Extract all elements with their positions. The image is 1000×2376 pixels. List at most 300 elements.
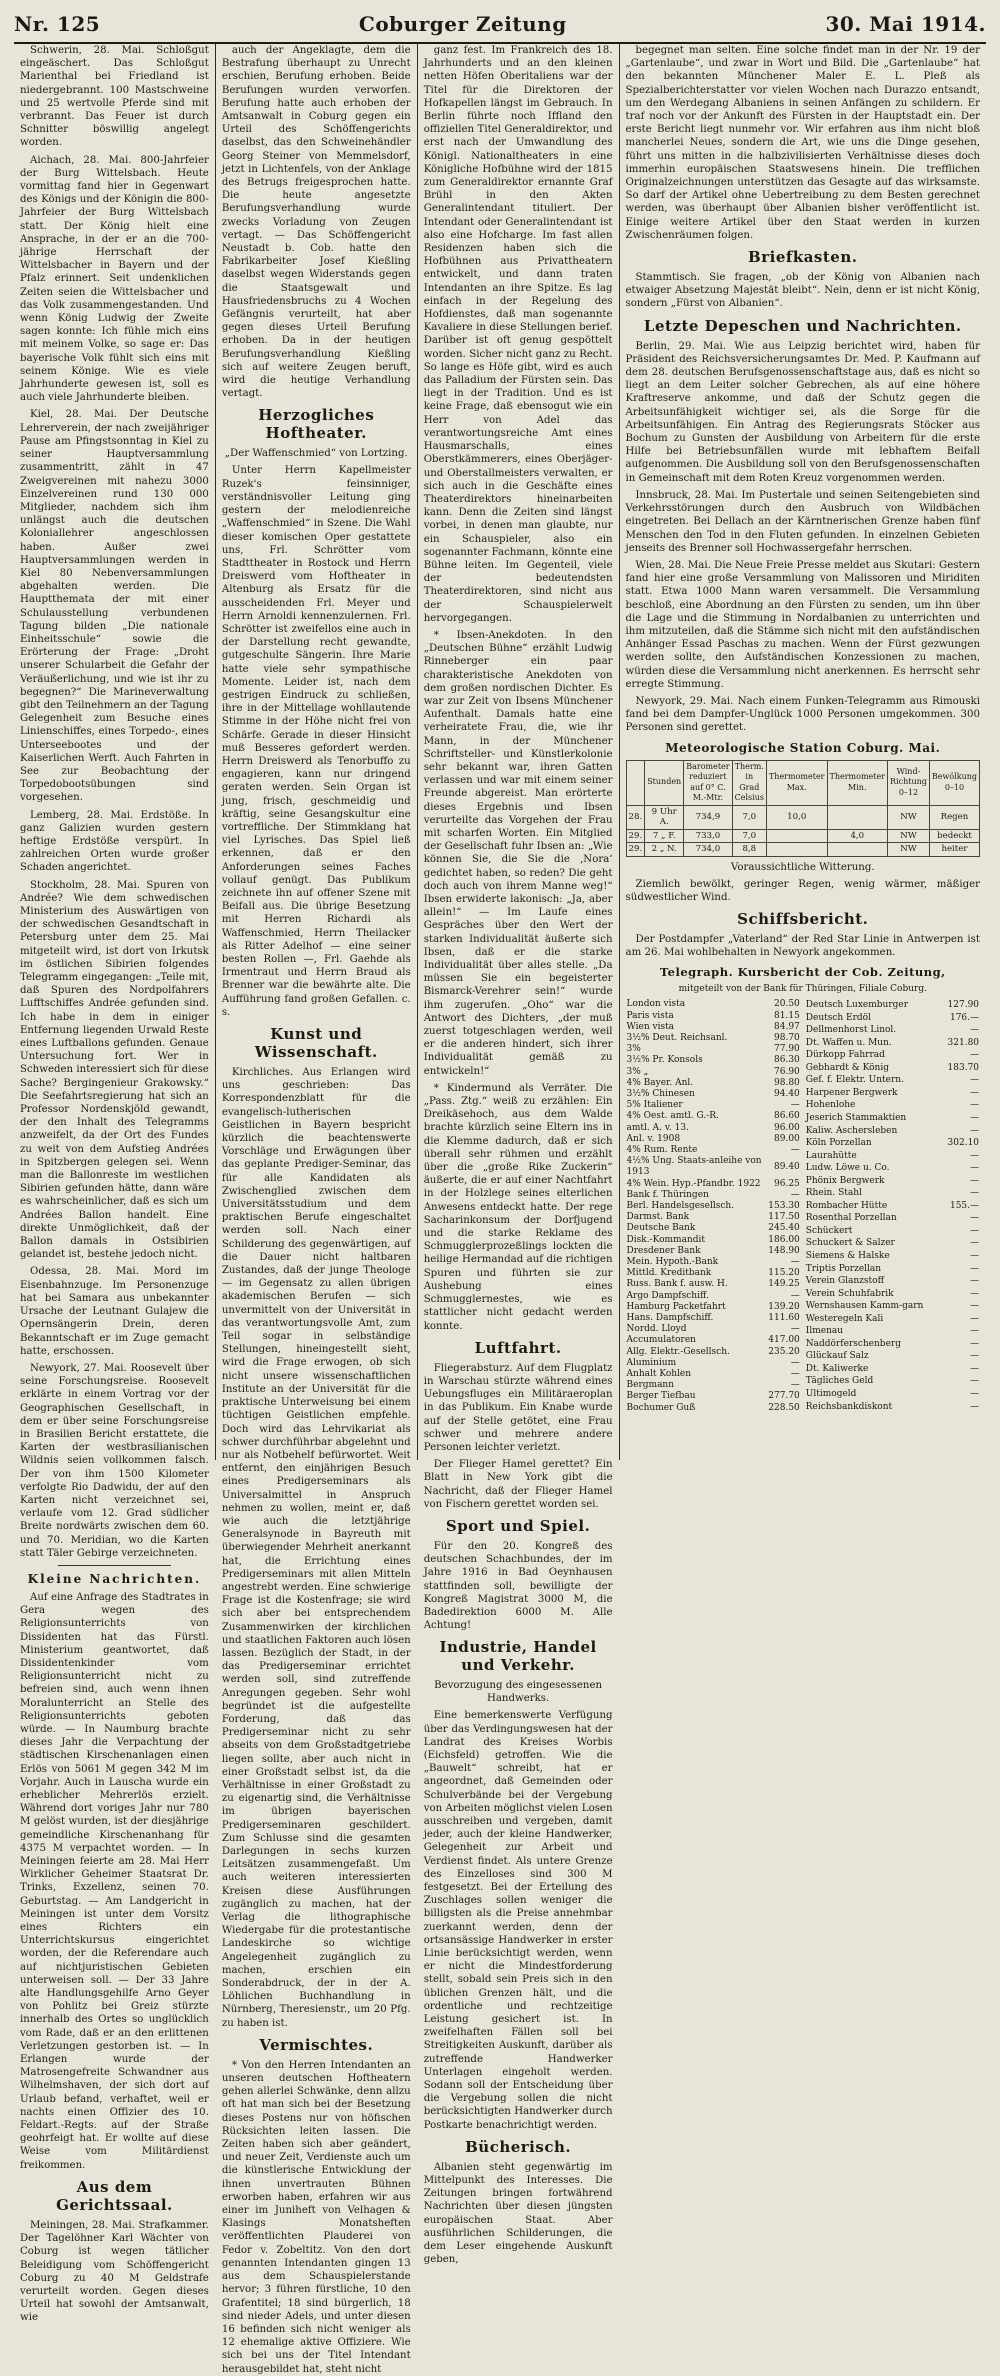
stock-row <box>626 1391 801 1402</box>
stock-row <box>805 1162 980 1175</box>
stock-name: 3½% Deut. Reichsanl. <box>626 1032 728 1043</box>
stock-price: 96.00 <box>774 1122 800 1133</box>
stock-name: Nordd. Lloyd <box>626 1324 687 1335</box>
stock-name: Rombacher Hütte <box>805 1200 888 1211</box>
stock-price: 153.30 <box>768 1201 800 1212</box>
stock-row <box>626 1123 801 1134</box>
section-heading: Letzte Depeschen und Nachrichten. <box>643 316 962 335</box>
masthead <box>14 12 986 38</box>
stock-price: 139.20 <box>768 1301 800 1312</box>
stock-row <box>805 1024 980 1037</box>
stock-price: 20.50 <box>774 999 800 1010</box>
stock-price: — <box>790 1257 800 1268</box>
weather-cell: 9 Uhr A. <box>645 805 684 829</box>
stock-price: — <box>970 1351 980 1362</box>
stock-table-right <box>805 999 980 1414</box>
newspaper-title: Coburger Zeitung <box>358 12 567 36</box>
stock-price: 183.70 <box>947 1062 980 1073</box>
issue-date: 30. Mai 1914. <box>825 12 986 36</box>
article-paragraph: Newyork, 27. Mai. Roosevelt über seine Forschungsreise. Roosevelt erklärte in einem Vortrag vor der Geographischen Gesellschaft, in dem er über seine Forschungsreise in Brasilien Bericht erstattete, die Karten der westbrasilianischen Wildnis seien vollkommen falsch. Der von ihm 1500 Kilometer verfolgte Rio Dadwidu, der auf den Karten nicht verzeichnet sei, verlaufe vom 12. Grad südlicher Breite nordwärts zwischen dem 60. und 70. Meridian, wo die Karten statt Täler Gebirge verzeichneten. <box>20 1362 209 1559</box>
stock-name: Accumulatoren <box>626 1335 696 1346</box>
stock-price: 149.25 <box>768 1279 800 1290</box>
section-subheading: „Der Waffenschmied“ von Lortzing. <box>224 448 408 460</box>
stock-row <box>626 1179 801 1190</box>
weather-header-cell: Stunden <box>645 760 684 805</box>
stock-name: Dresdener Bank <box>626 1245 701 1256</box>
stock-name: Gef. f. Elektr. Untern. <box>805 1075 904 1086</box>
stock-price: 84.97 <box>774 1021 800 1032</box>
stock-price: — <box>790 1324 800 1335</box>
stock-name: Glückauf Salz <box>805 1351 869 1362</box>
col2-articles-2 <box>222 1066 411 2030</box>
weather-header-row <box>626 760 979 805</box>
stock-name: amtl. A. v. 13. <box>626 1122 689 1133</box>
col4-articles <box>626 44 980 242</box>
stock-name: 3½% Pr. Konsols <box>626 1055 703 1066</box>
stock-row <box>805 1075 980 1088</box>
stock-name: Mein. Hypoth.-Bank <box>626 1257 719 1268</box>
stock-name: Laurahütte <box>805 1150 857 1161</box>
stock-price: — <box>970 1388 980 1399</box>
stock-name: Anhalt Kohlen <box>626 1369 692 1380</box>
section-heading: Sport und Spiel. <box>445 1516 591 1535</box>
section-heading: Kleine Nachrichten. <box>27 1571 202 1586</box>
stock-row <box>805 1288 980 1301</box>
col4-articles-2 <box>626 340 980 735</box>
stock-price: — <box>790 1145 800 1155</box>
stock-row <box>805 1300 980 1313</box>
issue-number: Nr. 125 <box>14 12 101 36</box>
section-heading: Aus dem Gerichtssaal. <box>56 2177 173 2214</box>
stock-name: Gebhardt & König <box>805 1062 889 1073</box>
stock-price: 186.00 <box>768 1234 800 1245</box>
article-paragraph: auch der Angeklagte, dem die Bestrafung überhaupt zu Unrecht erschien, Berufung erhoben. Beide Berufungen wurden verworfen. Berufung hatte auch erhoben der Amtsanwalt in Coburg gegen ein Urteil des Schöffengerichts daselbst, das den Schweinehändler Georg Steiner von Memmelsdorf, jetzt in Lichtenfels, von der Anklage des Betrugs freigesprochen hatte. Die heute angesetzte Berufungsverhandlung wurde zwecks Vorladung von Zeugen vertagt. — Das Schöffengericht Neustadt b. Cob. hatte den Fabrikarbeiter Josef Kießling daselbst wegen Widerstands gegen die Staatsgewalt und Hausfriedensbruchs zu 4 Wochen Gefängnis verurteilt, hat aber gegen dieses Urteil Berufung erhoben. Da in der heutigen Berufungsverhandlung Kießling sich auf weitere Zeugen beruft, wird die heutige Verhandlung vertagt. <box>221 45 411 400</box>
column-1 <box>14 44 216 2324</box>
stock-name: Schuckert & Salzer <box>805 1238 895 1249</box>
stock-row <box>805 1313 980 1326</box>
weather-cell: 2 „ N. <box>645 843 684 857</box>
stock-row <box>805 1213 980 1226</box>
article-paragraph: Stammtisch. Sie fragen, „ob der König von Albanien nach etwaiger Absetzung Majestät bleibt“. Nein, denn er ist nicht König, sondern „Fürst von Albanien“. <box>625 272 981 310</box>
section-heading: Briefkasten. <box>748 248 858 267</box>
stock-row <box>805 1125 980 1138</box>
article-paragraph: ganz fest. Im Frankreich des 18. Jahrhunderts und an den kleinen netten Höfen Oberitaliens war der Titel für die Direktoren der Hofkapellen längst im Gebrauch. In Berlin führte noch Iffland den offiziellen Titel Generaldirektor, und erst nach der Umwandlung des Königl. Nationaltheaters in eine Königliche Hofbühne wird der 1815 zum Generaldirektor ernannte Graf Brühl in den Akten Generalintendant tituliert. Der Intendant oder Generalintendant ist also eine Hofcharge. Im fast allen Residenzen haben sich die Hofbühnen aus Privattheatern entwickelt, und dann traten Intendanten an ihre Spitze. Es lag einfach in der Regelung des Hofdienstes, daß man sogenannte Kavaliere in diese Stellungen berief. Darüber ist oft genug gespöttelt worden. Sicher nicht ganz zu Recht. So lange es Höfe gibt, wird es auch das Palladium der Fürsten sein. Das liegt in der Tradition. Und es ist keine Frage, daß ebensogut wie ein Herr von Adel das verantwortungsreiche Amt eines Hausmarschalls, eines Oberstkämmerers, eines Oberjäger- und Oberstallmeisters verwalten, er sich auch in die Geschäfte eines Theaterdirektors hineinarbeiten kann. Denn die Zeiten sind längst vorbei, in denen man glaubte, nur ein Schauspieler, also ein sogenannter Fachmann, könnte eine Bühne leiten. Im Gegenteil, viele der bedeutendsten Theaterdirektoren, sind nicht aus der Schauspielerwelt hervorgegangen. <box>423 45 613 624</box>
stock-row <box>626 1022 801 1033</box>
stock-row <box>626 1246 801 1257</box>
stock-name: Argo Dampfschiff. <box>626 1290 709 1301</box>
stock-row <box>805 999 980 1012</box>
stock-row <box>626 1257 801 1268</box>
stock-name: 4% Wein. Hyp.-Pfandbr. 1922 <box>626 1178 761 1189</box>
stock-row <box>805 1250 980 1263</box>
section-heading: Schiffsbericht. <box>737 909 869 928</box>
stock-row <box>805 1200 980 1213</box>
stock-price: — <box>790 1290 800 1301</box>
stock-price: — <box>970 1150 980 1161</box>
stock-price: 235.20 <box>768 1346 800 1357</box>
stock-row <box>626 1100 801 1111</box>
stock-price: 111.60 <box>768 1313 800 1324</box>
article-paragraph: * Kindermund als Verräter. Die „Pass. Ztg.“ weiß zu erzählen: Ein Dreikäsehoch, aus dem Walde brachte kürzlich seine Eltern ins in die Klemme dadurch, daß er sich überall sehr rühmen und erzählt über die „große Rike Zuckerin“ äußerte, die er auf einer Nachtfahrt in der Holzlege seines elterlichen Anwesens entdeckt hatte. Der rege Sacharinkonsum der Dorfjugend und die starke Reklame des Schmugglerprozeßlings lockten die heilige Hermandad auf die richtigen Spuren und führten sie zur Aushebung eines Schmugglernestes, wie es stattlicher nicht gedacht werden konnte. <box>423 1082 613 1332</box>
stock-name: Bergmann <box>626 1380 675 1391</box>
stock-name: Anl. v. 1908 <box>626 1133 681 1144</box>
weather-cell <box>766 829 827 843</box>
column-4 <box>620 44 986 1460</box>
stock-row <box>805 1112 980 1125</box>
stock-price: — <box>970 1188 980 1199</box>
col2-articles <box>222 44 411 400</box>
stock-price: 321.80 <box>947 1037 980 1048</box>
article-paragraph: Odessa, 28. Mai. Mord im Eisenbahnzuge. Im Personenzuge hat bei Samara aus unbekannter Ursache der Leutnant Gulajew die Opernsängerin Drein, deren Bekanntschaft er im Zuge gemacht hatte, erschossen. <box>20 1266 209 1357</box>
weather-header-cell <box>626 760 645 805</box>
stock-price: 228.50 <box>768 1402 800 1413</box>
stock-name: Verein Schuhfabrik <box>805 1288 894 1299</box>
weather-header-cell: Barometer reduziert auf 0° C. M.-Mtr. <box>684 760 732 805</box>
weather-header-cell: Bewölkung 0–10 <box>929 760 979 805</box>
stock-quotes <box>626 999 980 1414</box>
stock-price: — <box>970 1301 980 1312</box>
article-paragraph: begegnet man selten. Eine solche findet man in der Nr. 19 der „Gartenlaube“, und zwar in Wort und Bild. Die „Gartenlaube“ hat den bekannten Münchener Maler E. L. Pleß als Spezialberichterstatter vor vielen Wochen nach Durazzo entsandt, um den Werdegang Albaniens in seinen Anfängen zu schildern. Er traf noch vor der Ankunft des Fürsten in der Hauptstadt ein. Der erste Bericht liegt nunmehr vor. Wir erfahren aus ihm nicht bloß mancherlei Neues, sondern die Art, wie uns die Dinge gesehen, führt uns mitten in die halbzivilisierten Verhältnisse dieses doch immerhin europäischen Staatswesens hinein. Die trefflichen Originalzeichnungen unterstützen das Gesagte auf das wirksamste. So darf der Artikel ohne Uebertreibung zu dem Besten gerechnet werden, was überhaupt über Albanien bisher veröffentlicht ist. Einige weitere Artikel über den Staat werden in kurzen Zwischenräumen folgen. <box>625 45 981 241</box>
col1-articles-3 <box>20 2219 209 2325</box>
stock-row <box>805 1263 980 1276</box>
stock-name: Hamburg Packetfahrt <box>626 1301 726 1312</box>
stock-price: — <box>790 1380 800 1391</box>
stock-price: 81.15 <box>774 1010 800 1021</box>
weather-cell: 7 „ F. <box>645 829 684 843</box>
col2-articles-3 <box>222 2059 411 2376</box>
stock-price: — <box>970 1326 980 1337</box>
stock-row <box>805 1100 980 1113</box>
stock-price: — <box>970 1276 980 1287</box>
stock-row <box>626 1212 801 1223</box>
weather-cell: 8,8 <box>732 843 766 857</box>
stock-row <box>626 1111 801 1122</box>
section-subheading: Bevorzugung des eingesessenen Handwerks. <box>434 1680 603 1705</box>
weather-header-cell: Thermometer Min. <box>827 760 888 805</box>
stock-price: 76.90 <box>774 1066 800 1077</box>
article-paragraph: Berlin, 29. Mai. Wie aus Leipzig berichtet wird, haben für Präsident des Reichsversicherungsamtes Dr. Med. P. Kaufmann auf dem 28. deutschen Berufsgenossenschaftstage aus, daß es nicht so liegt an dem Leiter solcher Gebrechen, als auf eine höhere Kraftreserve ankomme, und daß der Schutz gegen die Arbeitsunfähigkeit wichtiger sei, als die Sorge für die Arbeitsunfähigen. Ein Antrag des Regierungsrats Stöcker aus Bochum zu Gunsten der Ausbildung von Arbeitern für die erste Hilfe bei Betriebsunfällen wurde mit lebhaftem Beifall aufgenommen. Die Ausbildung soll von den Berufsgenossenschaften in Gemeinschaft mit dem Roten Kreuz vorgenommen werden. <box>625 340 981 484</box>
stock-name: Hohenlohe <box>805 1100 856 1111</box>
stock-name: Deutsch Erdöl <box>805 1012 871 1023</box>
stock-name: Deutsch Luxemburger <box>805 1000 909 1011</box>
stock-row <box>626 1011 801 1022</box>
weather-header-cell: Therm. in Grad Celsius <box>732 760 766 805</box>
section-subheading: mitgeteilt von der Bank für Thüringen, Filiale Coburg. <box>678 984 927 995</box>
stock-price: 417.00 <box>768 1335 800 1346</box>
stock-price: — <box>970 1125 980 1136</box>
stock-price: 86.60 <box>774 1111 800 1122</box>
article-paragraph: Kiel, 28. Mai. Der Deutsche Lehrerverein, der nach zweijähriger Pause am Pfingstsonntag in Kiel zu seiner Hauptversammlung zusammentritt, zählt in 47 Zweigvereinen mit nahezu 3000 Einzelvereinen rund 130 000 Mitglieder, nachdem sich ihm unlängst auch die deutschen Koloniallehrer angeschlossen haben. Außer zwei Hauptversammlungen werden in Kiel 80 Nebenversammlungen abgehalten werden. Die Hauptthemata der mit einer Schulausstellung verbundenen Tagung bilden „Die nationale Einheitsschule“ sowie die Erörterung der Frage: „Droht unserer Schularbeit die Gefahr der Veräußerlichung, und wie ist ihr zu begegnen?“ Die Marineverwaltung gibt den Teilnehmern an der Tagung Gelegenheit zum Besuche eines Linienschiffes, eines Torpedo-, eines Unterseebootes und der Kaiserlichen Werft. Auch Fahrten in See zur Beobachtung der Torpedobootsübungen sind vorgesehen. <box>20 409 209 804</box>
stock-name: Westeregeln Kali <box>805 1313 884 1324</box>
stock-name: Deutsche Bank <box>626 1223 696 1234</box>
stock-row <box>805 1037 980 1050</box>
col1-articles-2 <box>20 1591 209 2172</box>
article-paragraph: * Ibsen-Anekdoten. In den „Deutschen Bühne“ erzählt Ludwig Rinneberger ein paar charakteristische Anekdoten von dem großen nordischen Dichter. Es war zur Zeit von Ibsens Münchener Aufenthalt. Damals hatte eine verheiratete Frau, die, wie ihr Mann, in der Münchener Schriftsteller- und Künstlerkolonie sehr bekannt war, ihren Gatten verlassen und war mit einem seiner Freunde abgereist. Man erörterte dieses Ergebnis und Ibsen verurteilte das Vorgehen der Frau mit scharfen Worten. Ein Mitglied der Gesellschaft fuhr Ibsen an: „Wie können Sie, die Sie die ‚Nora‘ gedichtet haben, so reden? Die geht doch auch von ihrem Manne weg!“ Ibsen erwiderte lakonisch: „Ja, aber allein!“ — Im Laufe eines Gespräches über den Wert der starken Individualität äußerte sich Ibsen, daß er die starke Individualität über alles stelle. „Da müssen Sie ein begeisterter Bismarck-Verehrer sein!“ wurde ihm zugerufen. „Oho“ war die Antwort des Dichters, „der muß zuerst totgeschlagen werden, weil er die anderen hindert, sich ihrer Individualität gemäß zu entwickeln!“ <box>423 629 613 1077</box>
stock-table-left <box>626 999 801 1414</box>
stock-name: Dt. Waffen u. Mun. <box>805 1037 892 1048</box>
stock-name: Aluminium <box>626 1357 677 1368</box>
weather-cell <box>827 805 888 829</box>
stock-name: 3½% Chinesen <box>626 1088 695 1099</box>
stock-price: — <box>970 1225 980 1236</box>
stock-price: — <box>970 1338 980 1349</box>
stock-name: 4½% Ung. Staats-anleihe von 1913 <box>626 1156 762 1178</box>
stock-name: Dt. Kaliwerke <box>805 1363 869 1374</box>
stock-price: — <box>970 1238 980 1249</box>
stock-price: — <box>970 1376 980 1387</box>
stock-name: Bochumer Guß <box>626 1402 696 1413</box>
stock-row <box>626 999 801 1010</box>
stock-price: — <box>970 1363 980 1374</box>
stock-row <box>626 1134 801 1145</box>
stock-price: 117.50 <box>768 1212 800 1223</box>
weather-row <box>626 829 979 843</box>
stock-row <box>805 1188 980 1201</box>
stock-price: 96.25 <box>774 1178 800 1189</box>
columns <box>14 44 986 2375</box>
stock-row <box>626 1291 801 1302</box>
separator <box>58 1565 171 1566</box>
stock-price: — <box>790 1100 800 1111</box>
article-paragraph: Der Flieger Hamel gerettet? Ein Blatt in New York gibt die Nachricht, daß der Flieger Hamel von Fischern gerettet worden sei. <box>423 1459 613 1510</box>
stock-row <box>805 1050 980 1063</box>
stock-row <box>805 1376 980 1389</box>
article-paragraph: Kirchliches. Aus Erlangen wird uns geschrieben: Das Korrespondenzblatt für die evangelisch-lutherischen Geistlichen in Bayern bespricht kürzlich die beachtenswerte Vorschläge und Erwägungen über das geplante Prediger-Seminar, das für alle Kandidaten als Zwischenglied zwischen dem Universitätsstudium und dem praktischen Berufe eingeschaltet werden soll. Nach einer Schilderung des gegenwärtigen, auf die Dauer nicht haltbaren Zustandes, daß der junge Theologe — im Gegensatz zu allen übrigen akademischen Berufen — sich unvermittelt von der Universität in das verantwortungsvolle Amt, zum Teil sogar in selbständige Stellungen, hineingestellt sieht, wird die Frage erwogen, ob sich nicht unsere wissenschaftlichen Institute an der Universität für die praktische Unterweisung bei einem tüchtigen Geistlichen empfehle. Doch wird das Lehrvikariat als schwer durchführbar abgelehnt und nur als Notbehelf befürwortet. Weit entfernt, den einjährigen Besuch eines Predigerseminars als Universalmittel in Anspruch nehmen zu wollen, meint er, daß wie auch die letztjährige Generalsynode in Bayreuth mit überwiegender Mehrheit anerkannt hat, die Errichtung eines Predigerseminars mit allen Mitteln angestrebt werden. Eine schwierige Frage ist die Kostenfrage; sie wird sich aber bei entsprechendem Zusammenwirken der kirchlichen und staatlichen Faktoren auch lösen lassen. Bezüglich der Stadt, in der das Predigerseminar errichtet werden soll, sind zutreffende Anregungen gegeben. Sehr wohl begründet ist die aufgestellte Forderung, daß das Predigerseminar nicht zu sehr abseits von dem Großstadtgetriebe liegen sollte, aber auch nicht in einer Großstadt selbst ist, da die Verhältnisse in einer Großstadt zu zu eigenartig sind, die Verhältnisse im übrigen bayerischen Predigerseminaren geschildert. Zum Schlusse sind die gesamten Darlegungen in sechs kurzen Leitsätzen zusammengefaßt. Um auch weiteren interessierten Kreisen diese Ausführungen zugänglich zu machen, hat der Verlag die lithographische Wiedergabe für die protestantische Landeskirche so wichtige Angelegenheit zugänglich zu machen, erschien ein Sonderabdruck, der in der A. Löhlichen Buchhandlung in Nürnberg, Theresienstr., um 20 Pfg. zu haben ist. <box>221 1067 411 2029</box>
stock-price: — <box>970 1401 980 1412</box>
article-paragraph: Ziemlich bewölkt, geringer Regen, wenig wärmer, mäßiger südwestlicher Wind. <box>625 878 981 903</box>
stock-row <box>626 1044 801 1055</box>
weather-body <box>626 805 979 856</box>
stock-row <box>805 1363 980 1376</box>
stock-name: Berger Tiefbau <box>626 1391 696 1402</box>
section-heading: Herzogliches Hoftheater. <box>258 406 375 443</box>
weather-cell: 29. <box>626 843 645 857</box>
stock-row <box>626 1145 801 1156</box>
article-paragraph: * Von den Herren Intendanten an unseren deutschen Hoftheatern gehen allerlei Schwänke, denn allzu oft hat man sich bei der Besetzung dieses Postens nur von höfischen Rücksichten leiten lassen. Die Zeiten haben sich aber geändert, und neuer Zeit, Verdienste auch um die künstlerische Entwicklung der ihnen unvertrauten Bühnen erworben haben, erfahren wir aus einer im Juniheft von Velhagen & Klasings Monatsheften veröffentlichten Plauderei von Fedor v. Zobeltitz. Von den dort genannten Intendanten gingen 13 aus dem Schauspielerstande hervor; 3 führen fürstliche, 10 den Grafentitel; 18 sind bürgerlich, 18 sind nieder Adels, und unter diesen 16 befinden sich nicht weniger als 12 ehemalige aktive Offiziere. Wie sich bei uns der Titel Intendant herausgebildet hat, steht nicht <box>221 2059 411 2375</box>
weather-header-cell: Thermometer Max. <box>766 760 827 805</box>
stock-price: — <box>970 1050 980 1061</box>
stock-name: Jeserich Stammaktien <box>805 1112 907 1123</box>
stock-row <box>805 1012 980 1025</box>
stock-name: Dürkopp Fahrrad <box>805 1050 885 1061</box>
section-heading: Bücherisch. <box>465 2137 572 2156</box>
forecast-heading: Voraussichtliche Witterung. <box>730 861 875 873</box>
stock-name: Wien vista <box>626 1021 675 1032</box>
weather-table <box>626 760 980 857</box>
weather-cell: Regen <box>929 805 979 829</box>
stock-row <box>626 1201 801 1212</box>
stock-name: 4% Bayer. Anl. <box>626 1077 694 1088</box>
stock-name: Russ. Bank f. ausw. H. <box>626 1279 728 1290</box>
article-paragraph: Fliegerabsturz. Auf dem Flugplatz in Warschau stürzte während eines Uebungsfluges ein Militäraeroplan in das Publikum. Ein Knabe wurde auf der Stelle getötet, eine Frau schwer und mehrere andere Personen leichter verletzt. <box>423 1362 613 1453</box>
weather-cell: 7,0 <box>732 805 766 829</box>
article-paragraph: Lemberg, 28. Mai. Erdstöße. In ganz Galizien wurden gestern heftige Erdstöße verspürt. In zahlreichen Orten wurde großer Schaden angerichtet. <box>20 809 209 874</box>
forecast-text <box>626 878 980 904</box>
stock-price: 115.20 <box>768 1268 800 1279</box>
col3-articles <box>424 44 613 1333</box>
weather-cell: 7,0 <box>732 829 766 843</box>
stock-row <box>626 1190 801 1201</box>
stock-row <box>626 1302 801 1313</box>
stock-row <box>626 1369 801 1380</box>
stock-row <box>626 1055 801 1066</box>
stock-name: Berl. Handelsgesellsch. <box>626 1201 735 1212</box>
section-heading: Meteorologische Station Coburg. Mai. <box>665 740 941 755</box>
stock-price: — <box>790 1357 800 1368</box>
stock-name: 5% Italiener <box>626 1100 683 1111</box>
stock-row <box>805 1388 980 1401</box>
stock-price: — <box>970 1175 980 1186</box>
stock-price: — <box>970 1075 980 1086</box>
stock-row <box>626 1235 801 1246</box>
stock-price: — <box>790 1189 800 1200</box>
stock-row <box>805 1087 980 1100</box>
article-paragraph: Auf eine Anfrage des Stadtrates in Gera wegen des Religionsunterrichts von Dissidenten hat das Fürstl. Ministerium geantwortet, daß Dissidentenkinder vom Religionsunterricht nicht zu befreien sind, auch wenn ihnen Moralunterricht an Stelle des Religionsunterrichts geboten würde. — In Naumburg brachte dieses Jahr die Verpachtung der städtischen Kirschenanlagen einen Erlös von 5061 M gegen 342 M im Vorjahr. Auch in Lauscha wurde ein erheblicher Mehrerlös erzielt. Während dort voriges Jahr nur 780 M gelöst wurden, ist der diesjährige gemeindliche Kirschenanhang für 4375 M verpachtet worden. — In Meiningen feierte am 28. Mai Herr Wirklicher Geheimer Staatsrat Dr. Trinks, Exzellenz, seinen 70. Geburtstag. — Am Landgericht in Meiningen ist unter dem Vorsitz eines Richters ein Unterrichtskursus eingerichtet worden, der die Referendare auch auf nichtjuristischen Gebieten unterweisen soll. — Der 33 Jahre alte Handlungsgehilfe Arno Geyer von Pohlitz bei Greiz stürzte innerhalb des Ortes so unglücklich vom Rade, daß er an den erlittenen Verletzungen gestorben ist. — In Erlangen wurde der Matrosengefreite Schwandner aus Wilhelmshaven, der sich dort auf Urlaub befand, verhaftet, weil er nachts einen Offizier des 10. Feldart.-Regts. auf der Straße geohrfeigt hat. Er wollte auf diese Weise vom Militärdienst freikommen. <box>20 1591 209 2171</box>
col3-articles-2 <box>424 1362 613 1511</box>
stock-name: Reichsbankdiskont <box>805 1401 893 1412</box>
stock-price: — <box>970 1087 980 1098</box>
stock-row <box>805 1175 980 1188</box>
stock-price: — <box>970 1313 980 1324</box>
stock-row <box>805 1338 980 1351</box>
stock-row <box>805 1275 980 1288</box>
col3-articles-4 <box>424 1709 613 2132</box>
weather-cell: NW <box>888 805 930 829</box>
stock-row <box>805 1351 980 1364</box>
weather-cell: bedeckt <box>929 829 979 843</box>
stock-row <box>626 1403 801 1414</box>
stock-price: 94.40 <box>774 1088 800 1099</box>
col1-articles <box>20 44 209 1560</box>
weather-cell: 733,0 <box>684 829 732 843</box>
article-paragraph: Unter Herrn Kapellmeister Ruzek's feinsinniger, verständnisvoller Leitung ging gestern der melodienreiche „Waffenschmied“ in Szene. Die Wahl dieser komischen Oper gestattete uns, Frl. Schrötter vom Stadttheater in Rostock und Herrn Dreiswerd vom Hoftheater in Altenburg als Ersatz für die ausscheidenden Frl. Meyer und Herrn Arnoldi kennenzulernen. Frl. Schrötter ist zweifellos eine auch in der Darstellung recht gewandte, gutgeschulte Sängerin. Ihre Marie hatte viele sehr sympathische Momente. Leider ist, nach dem gestrigen Eindruck zu schließen, ihre in der Mittellage wohllautende Stimme in der Höhe nicht frei von Schärfe. Gerade in dieser Hinsicht muß Besseres gefordert werden. Herrn Dreiswerd als Tenorbuffo zu engagieren, kann nur dringend geraten werden. Sein Organ ist jung, frisch, geschmeidig und kräftig, seine Gesangskultur eine vortreffliche. Der Stimmklang hat viel Lyrisches. Das Spiel ließ erkennen, daß er den Anforderungen seines Faches vollauf genügt. Das Publikum zeichnete ihn auf offener Szene mit Beifall aus. Die übrige Besetzung mit Herren Richardi als Waffenschmied, Herrn Theilacker als Ritter Adelhof — eine seiner besten Rollen —, Frl. Gaehde als Irmentraut und Herrn Braud als Brenner war die bewährte alte. Die Aufführung fand großen Gefallen. c. s. <box>221 465 411 1018</box>
stock-name: Ludw. Löwe u. Co. <box>805 1163 890 1174</box>
stock-name: Ultimogeld <box>805 1388 857 1399</box>
stock-name: Rosenthal Porzellan <box>805 1213 897 1224</box>
weather-row <box>626 843 979 857</box>
stock-name: Wernshausen Kamm-garn <box>805 1301 924 1312</box>
stock-name: Naddörferschenberg <box>805 1338 901 1349</box>
stock-price: 89.40 <box>774 1161 800 1172</box>
article-paragraph: Wien, 28. Mai. Die Neue Freie Presse meldet aus Skutari: Gestern fand hier eine große Versammlung von Malissoren und Miriditen statt. Etwa 1000 Mann waren versammelt. Die Versammlung beschloß, eine Abordnung an den Fürsten zu senden, um ihn über die Lage und die Stimmung in Nordalbanien zu unterrichten und ihm mitzuteilen, daß die Stämme sich nicht mit den aufständischen Anhänger Essad Paschas zu machen. Wenn der Fürst gezwungen werden sollte, den Aufständischen Konzessionen zu machen, würden diese die Versammlung nicht anerkennen. Es herrscht sehr erregte Stimmung. <box>625 559 981 690</box>
stock-price: 176.— <box>949 1012 980 1023</box>
col4-articles-4 <box>626 933 980 959</box>
weather-row <box>626 805 979 829</box>
stock-name: 3% „ <box>626 1066 649 1077</box>
stock-price: — <box>970 1213 980 1224</box>
article-paragraph: Eine bemerkenswerte Verfügung über das Verdingungswesen hat der Landrat des Kreises Worbis (Eichsfeld) getroffen. Wie die „Bauwelt“ schreibt, hat er angeordnet, daß Gemeinden oder Schulverbände bei der Vergebung von Arbeiten möglichst vielen Losen ausschreiben und vergeben, damit jeder, auch der kleine Handwerker, Gelegenheit zur Arbeit und Verdienst findet. Als untere Grenze des Einzelloses sind 300 M festgesetzt. Bei der Erteilung des Zuschlages sollen weniger die billigsten als die Preise annehmbar zuerkannt werden, denn der ortsansässige Handwerker in erster Linie berücksichtigt werden, wenn er nicht die Mindestforderung stellt, sobald sein Preis sich in den üblichen Grenzen hält, und die ordentliche und rechtzeitige Leistung gesichert ist. In zweifelhaften Fällen soll bei Streitigkeiten Auskunft, darüber als zutreffende Handwerker Unterlagen eingeholt werden. Sodann soll der Entscheidung über die Vergebung sollen die nicht berücksichtigten Handwerker durch Postkarte benachrichtigt werden. <box>423 1710 613 2131</box>
stock-price: 245.40 <box>768 1223 800 1234</box>
stock-row <box>805 1401 980 1414</box>
stock-row <box>626 1380 801 1391</box>
stock-row <box>805 1326 980 1339</box>
stock-name: Dellmenhorst Linol. <box>805 1025 897 1036</box>
stock-price: 127.90 <box>947 1000 980 1011</box>
stock-name: Triptis Porzellan <box>805 1263 882 1274</box>
stock-price: 148.90 <box>768 1245 800 1256</box>
stock-price: 155.— <box>949 1200 980 1211</box>
stock-row <box>626 1033 801 1044</box>
stock-row <box>626 1067 801 1078</box>
stock-name: Schückert <box>805 1225 853 1236</box>
stock-price: 89.00 <box>774 1133 800 1144</box>
weather-cell: heiter <box>929 843 979 857</box>
column-3 <box>418 44 620 2266</box>
stock-name: Allg. Elektr.-Gesellsch. <box>626 1346 730 1357</box>
stock-price: — <box>790 1369 800 1380</box>
col3-articles-5 <box>424 2161 613 2267</box>
stock-row <box>626 1279 801 1290</box>
stock-name: Verein Glanzstoff <box>805 1276 884 1287</box>
section-heading: Kunst und Wissenschaft. <box>254 1025 378 1062</box>
stock-price: 302.10 <box>947 1138 980 1149</box>
stock-row <box>626 1347 801 1358</box>
weather-cell: 28. <box>626 805 645 829</box>
stock-name: 4% Rum. Rente <box>626 1145 698 1155</box>
stock-name: 4% Oest. amtl. G.-R. <box>626 1111 719 1122</box>
stock-name: Tägliches Geld <box>805 1376 874 1387</box>
section-heading: Luftfahrt. <box>474 1338 562 1357</box>
stock-price: 98.80 <box>774 1077 800 1088</box>
stock-price: — <box>970 1112 980 1123</box>
stock-price: — <box>970 1263 980 1274</box>
stock-price: 277.70 <box>768 1391 800 1402</box>
stock-name: Kaliw. Aschersleben <box>805 1125 898 1136</box>
weather-cell: 734,9 <box>684 805 732 829</box>
stock-price: 86.30 <box>774 1055 800 1066</box>
weather-cell <box>766 843 827 857</box>
weather-cell: NW <box>888 843 930 857</box>
stock-row <box>626 1335 801 1346</box>
col2-articles-1b <box>222 464 411 1019</box>
stock-row <box>626 1089 801 1100</box>
stock-name: 3% <box>626 1044 641 1055</box>
article-paragraph: Albanien steht gegenwärtig im Mittelpunkt des Interesses. Die Zeitungen bringen fortwährend Nachrichten über diesen jüngsten europäischen Staat. Aber ausführlichen Schilderungen, die dem Leser eingehende Auskunft geben, <box>423 2161 613 2266</box>
stock-row <box>626 1078 801 1089</box>
stock-row <box>805 1238 980 1251</box>
stock-name: Hans. Dampfschiff. <box>626 1313 714 1324</box>
stock-name: Ilmenau <box>805 1326 844 1337</box>
stock-name: Siemens & Halske <box>805 1250 890 1261</box>
stock-name: Darmst. Bank <box>626 1212 690 1223</box>
stock-row <box>626 1223 801 1234</box>
weather-cell <box>827 843 888 857</box>
stock-name: Paris vista <box>626 1010 674 1021</box>
stock-name: Köln Porzellan <box>805 1138 872 1149</box>
stock-name: Phönix Bergwerk <box>805 1175 885 1186</box>
col3-articles-3 <box>424 1540 613 1632</box>
stock-row <box>805 1150 980 1163</box>
stock-price: — <box>970 1100 980 1111</box>
article-paragraph: Der Postdampfer „Vaterland“ der Red Star Linie in Antwerpen ist am 26. Mai wohlbehalten in Newyork angekommen. <box>625 933 981 959</box>
article-paragraph: Schwerin, 28. Mai. Schloßgut eingeäschert. Das Schloßgut Marienthal bei Friedland ist niedergebrannt. 100 Mastschweine und 25 wertvolle Pferde sind mit verbrannt. Das Feuer ist durch Schnitter böswillig angelegt worden. <box>20 45 209 149</box>
article-paragraph: Stockholm, 28. Mai. Spuren von Andrée? Wie dem schwedischen Ministerium des Auswärtigen von der schwedischen Gesandtschaft in Petersburg unter dem 25. Mai mitgeteilt wird, ist dort von Irkutsk im östlichen Sibirien folgendes Telegramm eingegangen: „Teile mit, daß Spuren des Nordpolfahrers Lufftschiffes Andrée gefunden sind. Ich habe in dem in einiger Entfernung liegenden Urwald Reste eines Luftballons gefunden. Genaue Untersuchung fort. Wer in Schweden interessiert sich für diese Sache? Bergingenieur Grakowsky.“ Die Seefahrtsregierung hat sich an Professor Nordenskjöld gewandt, der den Inhalt des Telegramms anzweifelt, da der Ort des Fundes zu weit von dem Aufstieg Andrées in Spitzbergen gelegen sei. Wenn man die Ballonreste im westlichen Sibirien gefunden hätte, dann wäre es wahrscheinlicher, daß es sich um Andrées Ballon handelt. Eine direkte Unmöglichkeit, daß der Ballon damals in Ostsibirien gelandet ist, bestehe jedoch nicht. <box>20 879 209 1261</box>
stock-name: Disk.-Kommandit <box>626 1234 705 1245</box>
article-paragraph: Newyork, 29. Mai. Nach einem Funken-Telegramm aus Rimouski fand bei dem Dampfer-Unglück 1000 Personen umgekommen. 300 Personen sind gerettet. <box>625 695 981 734</box>
stock-name: Rhein. Stahl <box>805 1188 862 1199</box>
stock-row <box>805 1062 980 1075</box>
stock-price: 98.70 <box>774 1032 800 1043</box>
stock-price: — <box>970 1250 980 1261</box>
stock-row <box>626 1358 801 1369</box>
weather-cell: 29. <box>626 829 645 843</box>
weather-cell: NW <box>888 829 930 843</box>
stock-row <box>626 1268 801 1279</box>
section-heading: Industrie, Handel und Verkehr. <box>439 1638 597 1675</box>
stock-name: Bank f. Thüringen <box>626 1189 709 1200</box>
stock-row <box>626 1324 801 1335</box>
stock-price: — <box>970 1163 980 1174</box>
